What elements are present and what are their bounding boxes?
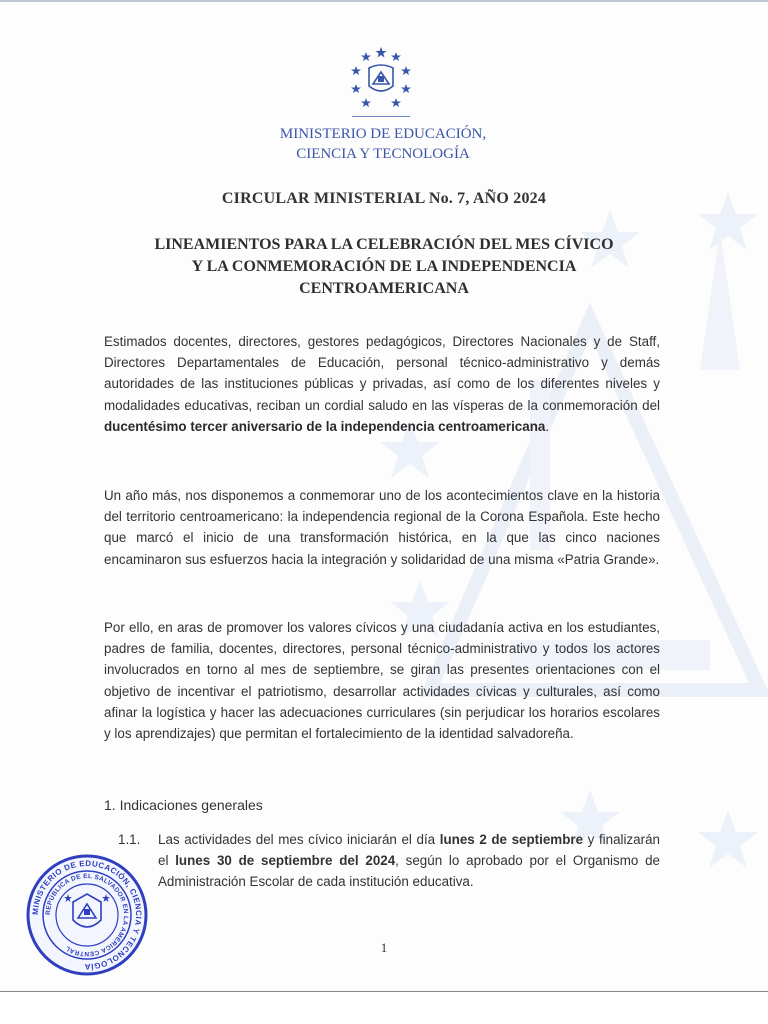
page-top-edge [0,0,768,2]
paragraph-purpose: Por ello, en aras de promover los valores cívicos y una ciudadanía activa en los estudiantes, padres de familia, docentes, directores, personal técnico-administrativo y todos los actores involucrados en torno al mes de septiembre, se giran las presentes orientaciones con el objetivo de incentivar el patriotismo, desarrollar actividades cívicas y culturales, así como afinar la logística y hacer las adecuaciones curriculares (sin perjudicar los horarios escolares y los aprendizajes) que permitan el fortalecimiento de la identidad salvadoreña. [104,620,660,742]
item-start-date: lunes 2 de septiembre [439,832,584,847]
page-number: 1 [380,940,388,955]
title-line-2: Y LA CONMEMORACIÓN DE LA INDEPENDENCIA [191,258,577,275]
item-number: 1.1. [118,832,141,847]
seal-outer-text: REPÚBLICA DE EL SALVADOR EN LA AMÉRICA CENTRAL [44,872,130,958]
greeting-highlight: ducentésimo tercer aniversario de la independencia centroamericana [104,418,546,434]
greeting-end: . [545,418,550,434]
item-text-c: y finalizarán el [158,832,660,869]
seal-ring-text: MINISTERIO DE EDUCACIÓN, CIENCIA Y TECNOLOGÍA [30,858,144,972]
greeting-text: Estimados docentes, directores, gestores pedagógicos, Directores Nacionales y de Staff, Directores Departamentales de Educación, personal técnico-administrativo y demás autoridades de las instituciones públicas y privadas, así como de los diferentes niveles y modalidades educativas, reciban un cordial saludo en las vísperas de la conmemoración del [104,334,660,413]
document-title [90,234,678,300]
title-line-1: LINEAMIENTOS PARA LA CELEBRACIÓN DEL MES CÍVICO [154,236,614,253]
ministry-line-2: CIENCIA Y TECNOLOGÍA [296,146,470,162]
title-line-3: CENTROAMERICANA [299,280,469,297]
paragraph-greeting [104,331,660,437]
circular-number: CIRCULAR MINISTERIAL No. 7, AÑO 2024 [221,190,547,207]
header-divider [352,116,410,117]
section-heading: 1. Indicaciones generales [104,797,263,813]
ministry-line-1: MINISTERIO DE EDUCACIÓN, [279,126,487,142]
paragraph-history: Un año más, nos disponemos a conmemorar uno de los acontecimientos clave en la historia del territorio centroamericano: la independencia regional de la Corona Española. Este hecho que marcó el inicio de una transformación histórica, en la que las cinco naciones encaminaron sus esfuerzos hacia la integración y solidaridad de una misma «Patria Grande». [104,488,660,567]
item-end-date: lunes 30 de septiembre del 2024 [175,853,396,869]
item-text [158,829,660,893]
official-seal-stamp [26,854,148,976]
item-text-a: Las actividades del mes cívico iniciarán el día [158,832,440,847]
item-text-e: , según lo aprobado por el Organismo de Administración Escolar de cada institución educativa. [158,853,660,890]
page-bottom-edge [0,991,768,1024]
coat-of-arms-emblem [349,46,413,112]
ministry-name [200,124,566,164]
